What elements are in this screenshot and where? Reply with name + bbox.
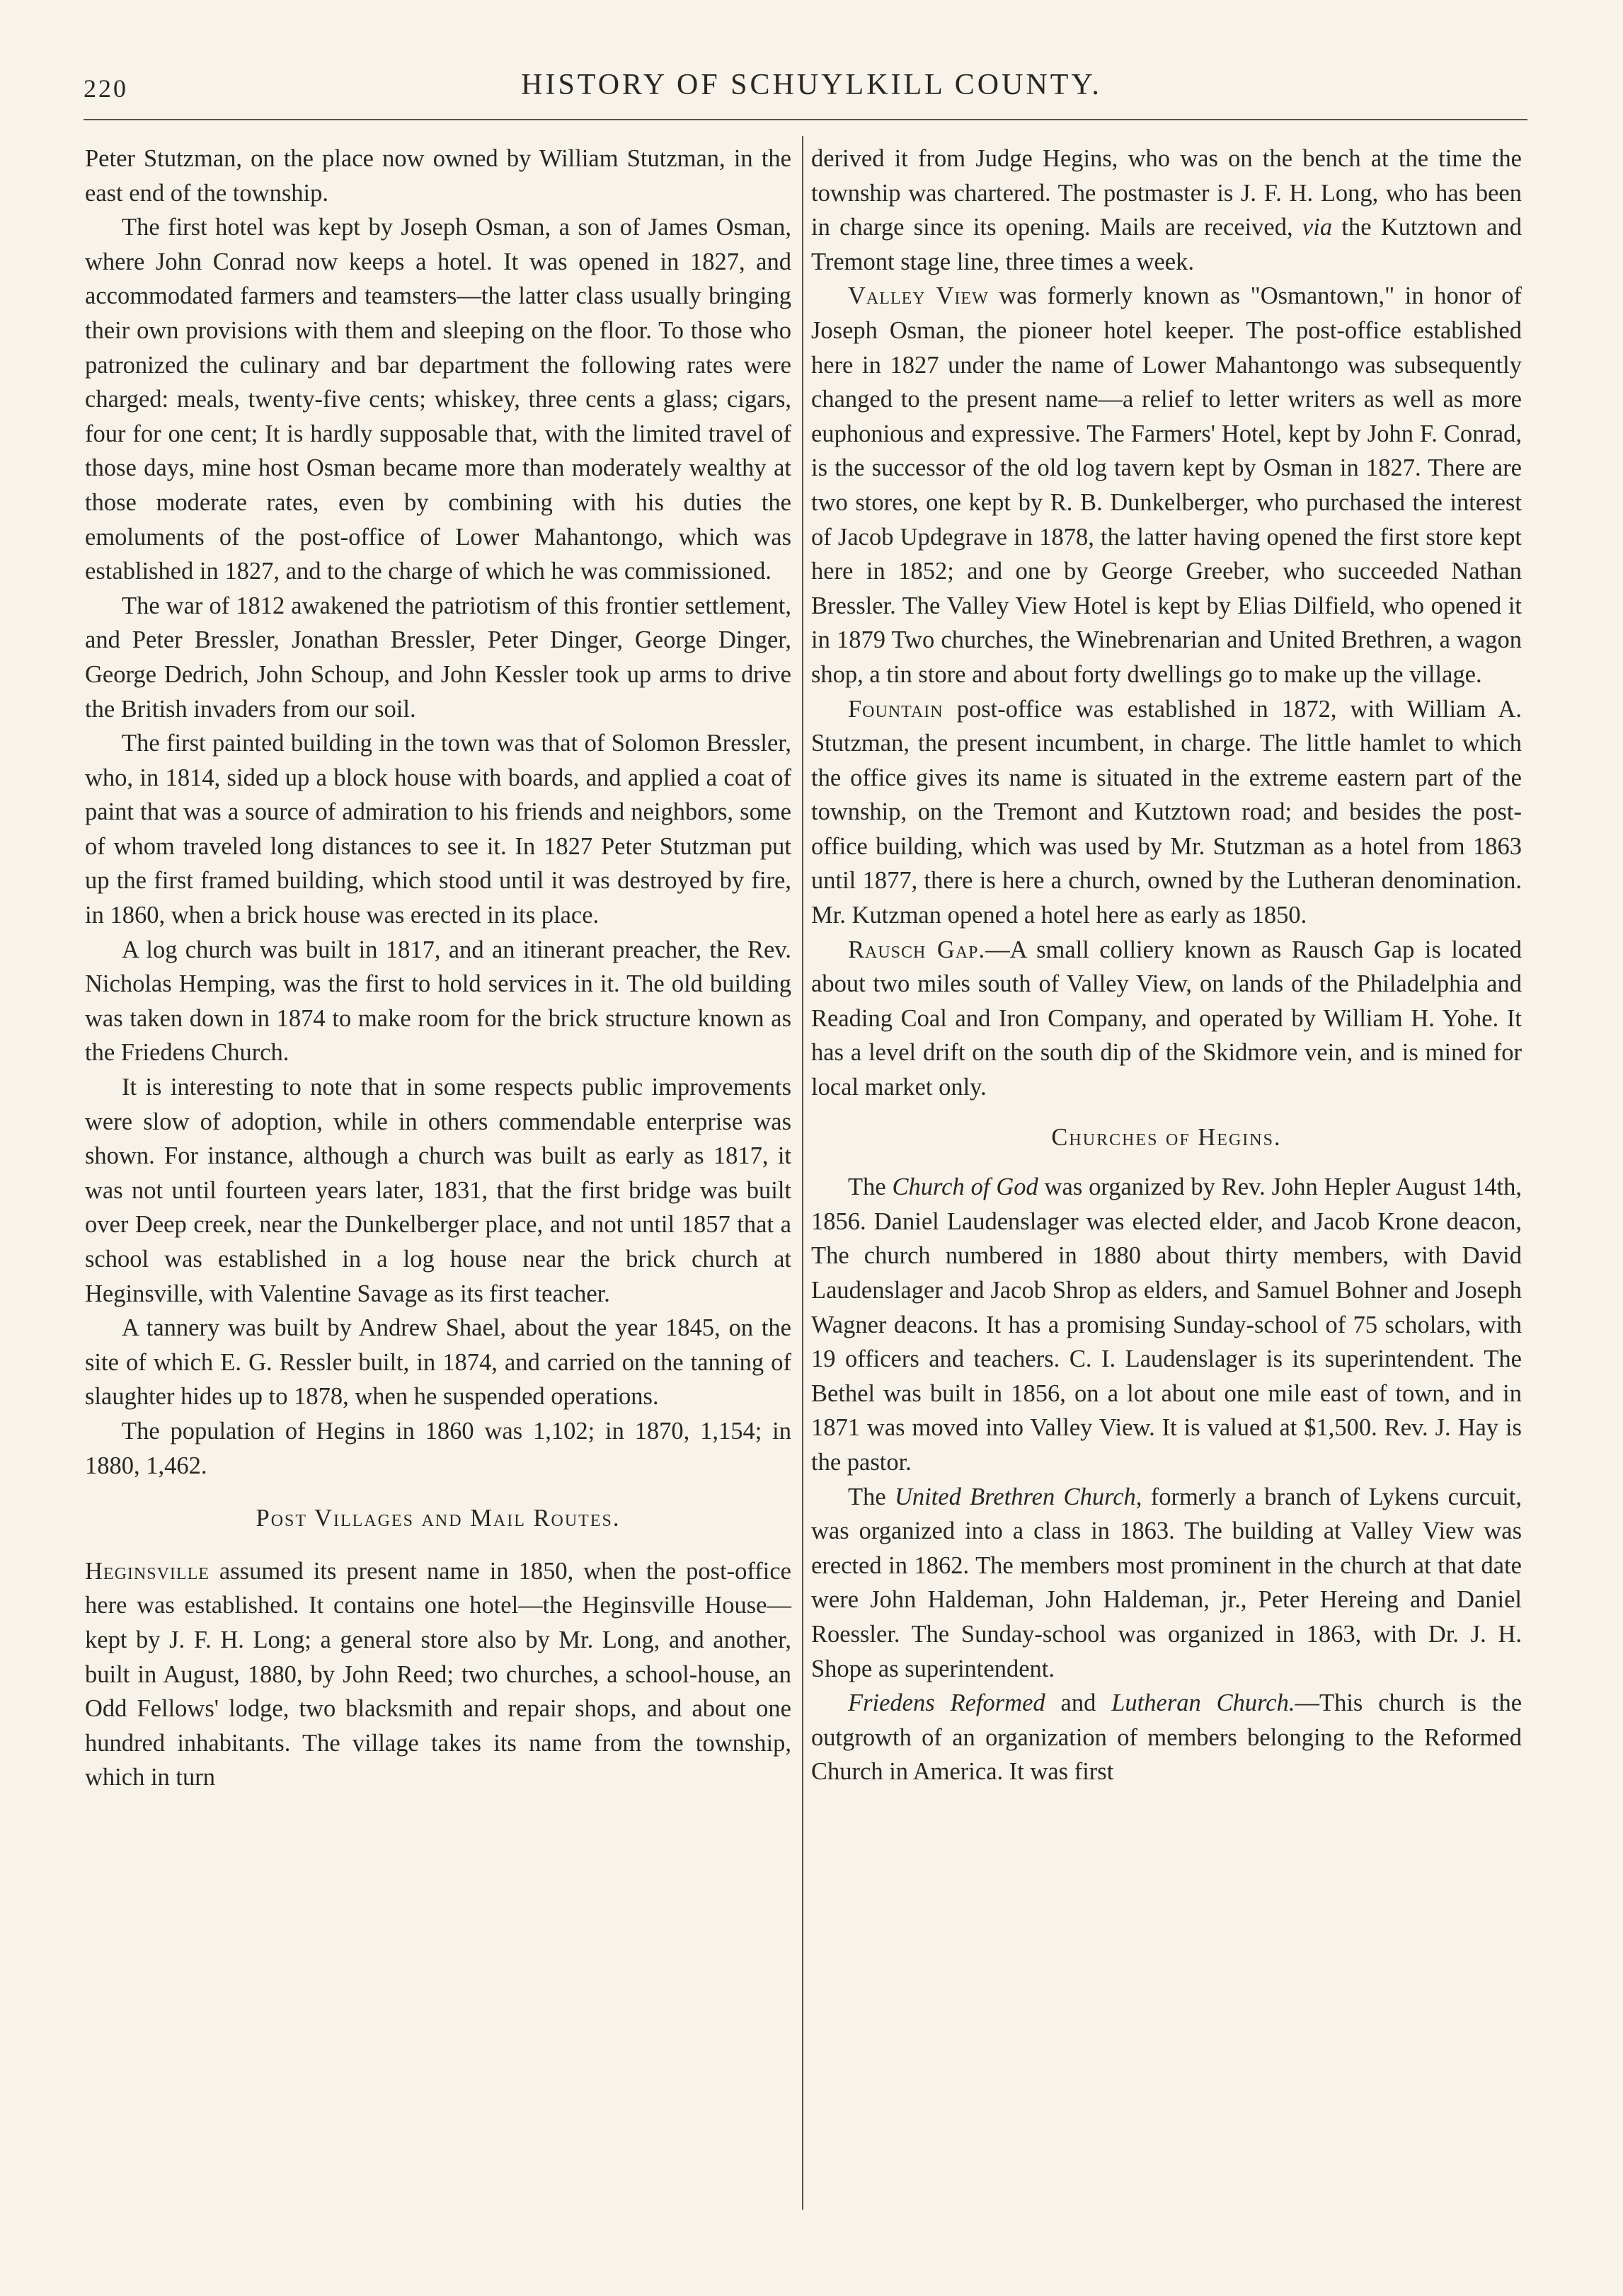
paragraph <box>811 692 1522 933</box>
header-rule <box>84 119 1527 120</box>
paragraph <box>85 1554 791 1795</box>
emphasis: United Brethren Church, <box>894 1483 1142 1510</box>
left-column <box>85 142 791 1795</box>
section-heading-post-villages: Post Villages and Mail Routes. <box>256 1505 621 1532</box>
emphasis: Lutheran Church. <box>1111 1689 1295 1717</box>
paragraph: Peter Stutzman, on the place now owned by William Stutzman, in the east end of the township. <box>85 145 791 207</box>
paragraph-text: was formerly known as "Osmantown," in honor of Joseph Osman, the pioneer hotel keeper. The post-office established here in 1827 under the name of Lower Mahantongo was subsequently changed to the present name—a relief to letter writers as well as more euphonious and expressive. The Farmers' Hotel, kept by John F. Conrad, is the successor of the old log tavern kept by Osman in 1827. There are two stores, one kept by R. B. Dunkelberger, who purchased the interest of Jacob Updegrave in 1878, the latter having opened the first store kept here in 1852; and one by George Greeber, who succeeded Nathan Bressler. The Valley View Hotel is kept by Elias Dilfield, who opened it in 1879 Two churches, the Winebrenarian and United Brethren, a wagon shop, a tin store and about forty dwellings go to make up the village. <box>811 282 1522 688</box>
page-number: 220 <box>84 74 128 103</box>
paragraph: It is interesting to note that in some respects public improvements were slow of adoption, while in others commendable enterprise was shown. For instance, although a church was built as early as 1817, it was not until fourteen years later, 1831, that the first bridge was built over Deep creek, near the Dunkelberger place, and not until 1857 that a school was established in a log house near the brick church at Heginsville, with Valentine Savage as its first teacher. <box>85 1074 791 1307</box>
paragraph-text: derived it from Judge Hegins, who was on the bench at the time the township was chartered. The postmaster is J. F. H. Long, who has been in charge since its opening. Mails are received, <box>811 145 1522 241</box>
emphasis: via <box>1302 214 1333 241</box>
paragraph: The first painted building in the town was that of Solomon Bressler, who, in 1814, sided up a block house with boards, and applied a coat of paint that was a source of admiration to his friends and neighbors, some of whom traveled long distances to see it. In 1827 Peter Stutzman put up the first framed building, which stood until it was destroyed by fire, in 1860, when a brick house was erected in its place. <box>85 730 791 929</box>
paragraph <box>811 1686 1522 1789</box>
running-header <box>0 68 1623 108</box>
paragraph-text: and <box>1045 1689 1112 1717</box>
paragraph: The population of Hegins in 1860 was 1,102; in 1870, 1,154; in 1880, 1,462. <box>85 1417 791 1479</box>
paragraph <box>811 1170 1522 1479</box>
paragraph-text: The <box>848 1173 893 1201</box>
run-in-heading: Rausch Gap. <box>848 936 986 963</box>
paragraph <box>811 1480 1522 1687</box>
right-column <box>811 142 1522 1789</box>
emphasis: Church of God <box>892 1173 1038 1201</box>
paragraph-text: was organized by Rev. John Hepler August 14th, 1856. Daniel Laudenslager was elected elder, and Jacob Krone deacon, The church numbered in 1880 about thirty members, with David Laudenslager and Jacob Shrop as elders, and Samuel Bohner and Joseph Wagner deacons. It has a promising Sunday-school of 75 scholars, with 19 officers and teachers. C. I. Laudenslager is its superintendent. The Bethel was built in 1856, on a lot about one mile east of town, and in 1871 was moved into Valley View. It is valued at $1,500. Rev. J. Hay is the pastor. <box>811 1173 1522 1476</box>
run-in-heading: Fountain <box>848 695 944 723</box>
paragraph <box>811 279 1522 691</box>
paragraph: The first hotel was kept by Joseph Osman, a son of James Osman, where John Conrad now keeps a hotel. It was opened in 1827, and accommodated farmers and teamsters—the latter class usually bringing their own provisions with them and sleeping on the floor. To those who patronized the culinary and bar department the following rates were charged: meals, twenty-five cents; whiskey, three cents a glass; cigars, four for one cent; It is hardly supposable that, with the limited travel of those days, mine host Osman became more than moderately wealthy at those moderate rates, even by combining with his duties the emoluments of the post-office of Lower Mahantongo, which was established in 1827, and to the charge of which he was commissioned. <box>85 214 791 585</box>
paragraph-text: assumed its present name in 1850, when the post-office here was established. It contains one hotel—the Heginsville House—kept by J. F. H. Long; a general store also by Mr. Long, and another, built in August, 1880, by John Reed; two churches, a school-house, an Odd Fellows' lodge, two blacksmith and repair shops, and about one hundred inhabitants. The village takes its name from the township, which in turn <box>85 1557 791 1791</box>
paragraph-text: formerly a branch of Lykens curcuit, was organized into a class in 1863. The building at Valley View was erected in 1862. The members most prominent in the church at that date were John Haldeman, John Haldeman, jr., Peter Hereing and Daniel Roessler. The Sunday-school was organized in 1863, with Dr. J. H. Shope as superintendent. <box>811 1483 1522 1682</box>
paragraph: A tannery was built by Andrew Shael, about the year 1845, on the site of which E. G. Ressler built, in 1874, and carried on the tanning of slaughter hides up to 1878, when he suspended operations. <box>85 1314 791 1411</box>
paragraph-text: —This church is the outgrowth of an organization of members belonging to the Reformed Church in America. It was first <box>811 1689 1522 1786</box>
paragraph-text: post-office was established in 1872, with William A. Stutzman, the present incumbent, in charge. The little hamlet to which the office gives its name is situated in the extreme eastern part of the township, on the Tremont and Kutztown road; and besides the post-office building, which was used by Mr. Stutzman as a hotel from 1863 until 1877, there is here a church, owned by the Lutheran denomination. Mr. Kutzman opened a hotel here as early as 1850. <box>811 695 1522 929</box>
paragraph: The war of 1812 awakened the patriotism of this frontier settlement, and Peter Bressler, Jonathan Bressler, Peter Dinger, George Dinger, George Dedrich, John Schoup, and John Kessler took up arms to drive the British invaders from our soil. <box>85 592 791 723</box>
section-heading-churches: Churches of Hegins. <box>1051 1123 1282 1151</box>
paragraph-text: The <box>848 1483 895 1510</box>
emphasis: Friedens Reformed <box>848 1689 1045 1717</box>
paragraph-text: the Kutztown and Tremont stage line, three times a week. <box>811 214 1522 275</box>
run-in-heading: Heginsville <box>85 1557 210 1585</box>
paragraph <box>811 933 1522 1105</box>
paragraph-text: —A small colliery known as Rausch Gap is located about two miles south of Valley View, on lands of the Philadelphia and Reading Coal and Iron Company, and operated by William H. Yohe. It has a level drift on the south dip of the Skidmore vein, and is mined for local market only. <box>811 936 1522 1101</box>
paragraph: A log church was built in 1817, and an itinerant preacher, the Rev. Nicholas Hemping, was the first to hold services in it. The old building was taken down in 1874 to make room for the brick structure known as the Friedens Church. <box>85 936 791 1067</box>
page-title: HISTORY OF SCHUYLKILL COUNTY. <box>521 69 1102 101</box>
column-divider <box>802 136 803 2210</box>
paragraph <box>811 142 1522 279</box>
run-in-heading: Valley View <box>848 282 989 310</box>
